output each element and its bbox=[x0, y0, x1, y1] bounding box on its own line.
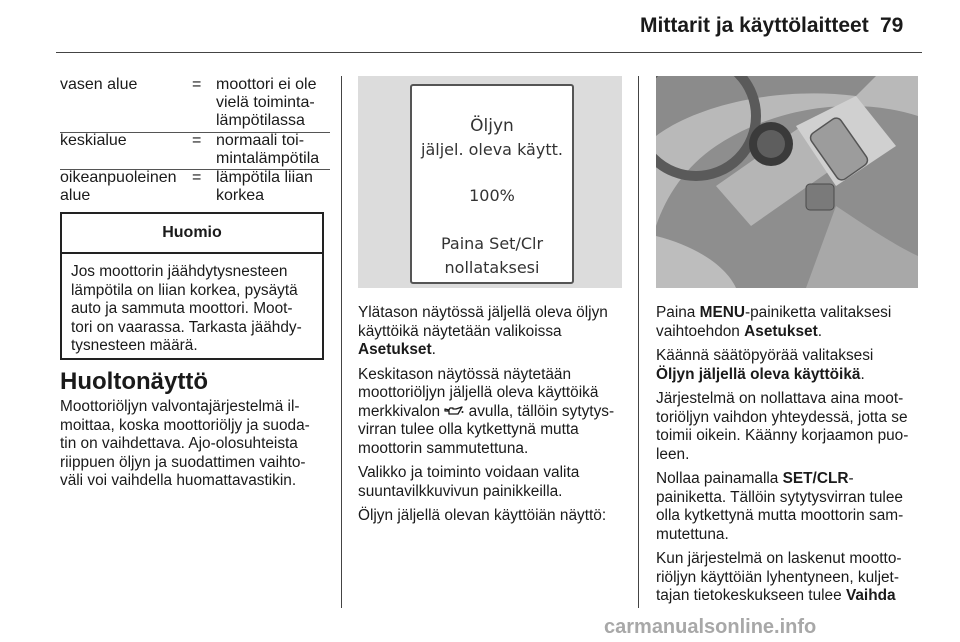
definition-equals: = bbox=[192, 132, 202, 149]
page-header-title: Mittarit ja käyttölaitteet bbox=[640, 14, 869, 37]
display-line: 100% bbox=[469, 186, 515, 205]
section-paragraph: Moottoriöljyn valvontajärjestelmä il- moittaa, koska moottoriöljy ja suoda- tin on vaihdettava. Ajo-olosuhteista riippuen öljyn ja suodattimen vaihto- väli voi vaihdella huomattavastikin. bbox=[60, 398, 310, 489]
column-divider bbox=[638, 76, 639, 608]
definition-equals: = bbox=[192, 169, 202, 186]
display-line: jäljel. oleva käytt. bbox=[421, 140, 563, 159]
definition-equals: = bbox=[192, 76, 202, 93]
section-heading: Huoltonäyttö bbox=[60, 368, 208, 395]
note-body: Jos moottorin jäähdytysnesteen lämpötila on liian korkea, pysäytä auto ja sammuta moottori. Moot- tori on vaarassa. Tarkasta jäähdy- tysnesteen määrä. bbox=[71, 263, 302, 354]
display-line: Öljyn bbox=[470, 116, 514, 136]
header-rule bbox=[56, 52, 922, 53]
note-heading: Huomio bbox=[62, 214, 322, 254]
definition-row bbox=[60, 169, 330, 206]
definition-description: normaali toi- mintalämpötila bbox=[216, 132, 320, 167]
definition-term: keskialue bbox=[60, 132, 127, 149]
column-2-text: Ylätason näytössä jäljellä oleva öljyn käyttöikä näytetään valikoissa Asetukset. Keskitason näytössä näytetään moottoriöljyn jäljellä oleva käyttöikä merkkivalon avulla, tällöin sytytys- virran tulee olla kytkettynä mutta moottorin sammutettuna. Valikko ja toiminto voidaan valita suuntavilkkuvivun painikkeilla. Öljyn jäljellä olevan käyttöiän näyttö: bbox=[358, 304, 615, 524]
definition-description: lämpötila liian korkea bbox=[216, 169, 313, 204]
definition-description: moottori ei ole vielä toiminta- lämpötilassa bbox=[216, 76, 317, 129]
definition-term: oikeanpuoleinen alue bbox=[60, 169, 177, 204]
watermark: carmanualsonline.info bbox=[604, 616, 817, 638]
column-divider bbox=[341, 76, 342, 608]
display-line: nollataksesi bbox=[444, 258, 540, 277]
definition-row bbox=[60, 76, 330, 133]
note-box bbox=[60, 212, 324, 360]
turn-signal-stalk-photo bbox=[656, 76, 918, 288]
oil-can-icon bbox=[444, 406, 464, 417]
display-illustration bbox=[358, 76, 622, 288]
definition-term: vasen alue bbox=[60, 76, 138, 93]
info-display-screen bbox=[410, 84, 574, 284]
display-line: Paina Set/Clr bbox=[440, 234, 544, 253]
page-number: 79 bbox=[880, 14, 904, 37]
column-3-text: Paina MENU-painiketta valitaksesi vaihtoehdon Asetukset. Käännä säätöpyörää valitaksesi Öljyn jäljellä oleva käyttöikä. Järjestelmä on nollattava aina moot- toriöljyn vaihdon yhteydessä, jotta se toimii oikein. Käänny korjaamon puo- leen. Nollaa painamalla SET/CLR- painiketta. Tällöin sytytysvirran tulee olla kytkettynä mutta moottorin sam- mutettuna. Kun järjestelmä on laskenut mootto- riöljyn käyttöiän lyhentyneen, kuljet- tajan tietokeskukseen tulee Vaihda bbox=[656, 304, 909, 604]
definition-row bbox=[60, 132, 330, 170]
